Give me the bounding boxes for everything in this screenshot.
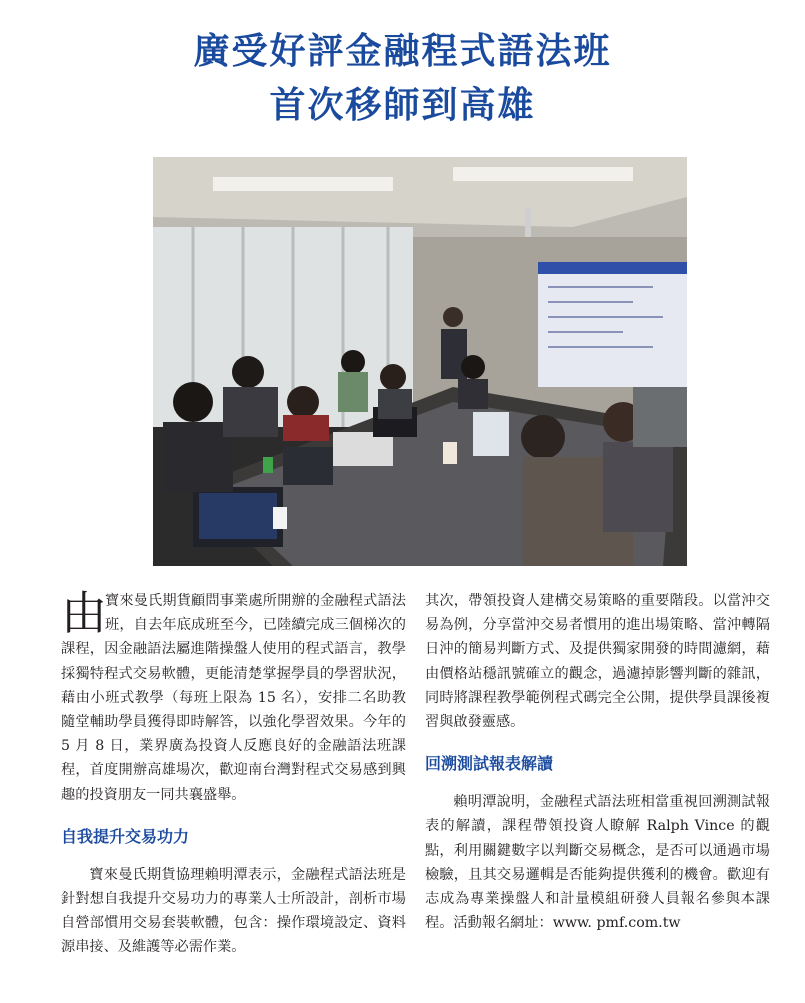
paragraph-backtest: 賴明潭說明，金融程式語法班相當重視回溯測試報表的解讀，課程帶領投資人瞭解 Ralph Vince 的觀點，利用關鍵數字以判斷交易概念，是否可以通過市場檢驗，且其交易邏輯是否能夠提供獲利的機會。歡迎有志成為專業操盤人和計量模組研發人員報名參與本課程。活動報名網址：www. pmf.com.tw [425,794,770,932]
article-column-right [425,589,770,935]
paragraph-strategy: 其次，帶領投資人建構交易策略的重要階段。以當沖交易為例，分享當沖交易者慣用的進出場策略、當沖轉隔日沖的簡易判斷方式、及提供獨家開發的時間濾網，藉由價格站穩訊號確立的觀念，過濾掉影響判斷的雜訊，同時將課程教學範例程式碼完全公開，提供學員課後複習與啟發靈感。 [425,593,770,731]
headline-line-1: 廣受好評金融程式語法班 [193,31,612,72]
paragraph-skill: 寶來曼氏期貨協理賴明潭表示，金融程式語法班是針對想自我提升交易功力的專業人士所設計，剖析市場自營部慣用交易套裝軟體，包含：操作環境設定、資料源串接、及維護等必需作業。 [61,866,406,956]
paragraph-intro [61,586,406,807]
headline-line-2: 首次移師到高雄 [269,85,536,126]
drop-cap: 由 [61,586,107,640]
paragraph-intro-text: 寶來曼氏期貨顧問事業處所開辦的金融程式語法班，自去年底成班至今，已陸續完成三個梯次的課程，因金融語法屬進階操盤人使用的程式語言，教學採獨特程式交易軟體，更能清楚掌握學員的學習狀況，藉由小班式教學（每班上限為 15 名），安排二名助教隨堂輔助學員獲得即時解答，以強化學習效果。今年的 5 月 8 日，業界廣為投資人反應良好的金融語法班課程，首度開辦高雄場次，歡迎南台灣對程式交易感到興趣的投資朋友一同共襄盛舉。 [61,593,406,803]
article-column-left [61,586,406,960]
subhead-backtest: 回溯測試報表解讀 [425,754,554,774]
subhead-skill: 自我提升交易功力 [61,826,190,846]
classroom-photo [153,157,687,566]
